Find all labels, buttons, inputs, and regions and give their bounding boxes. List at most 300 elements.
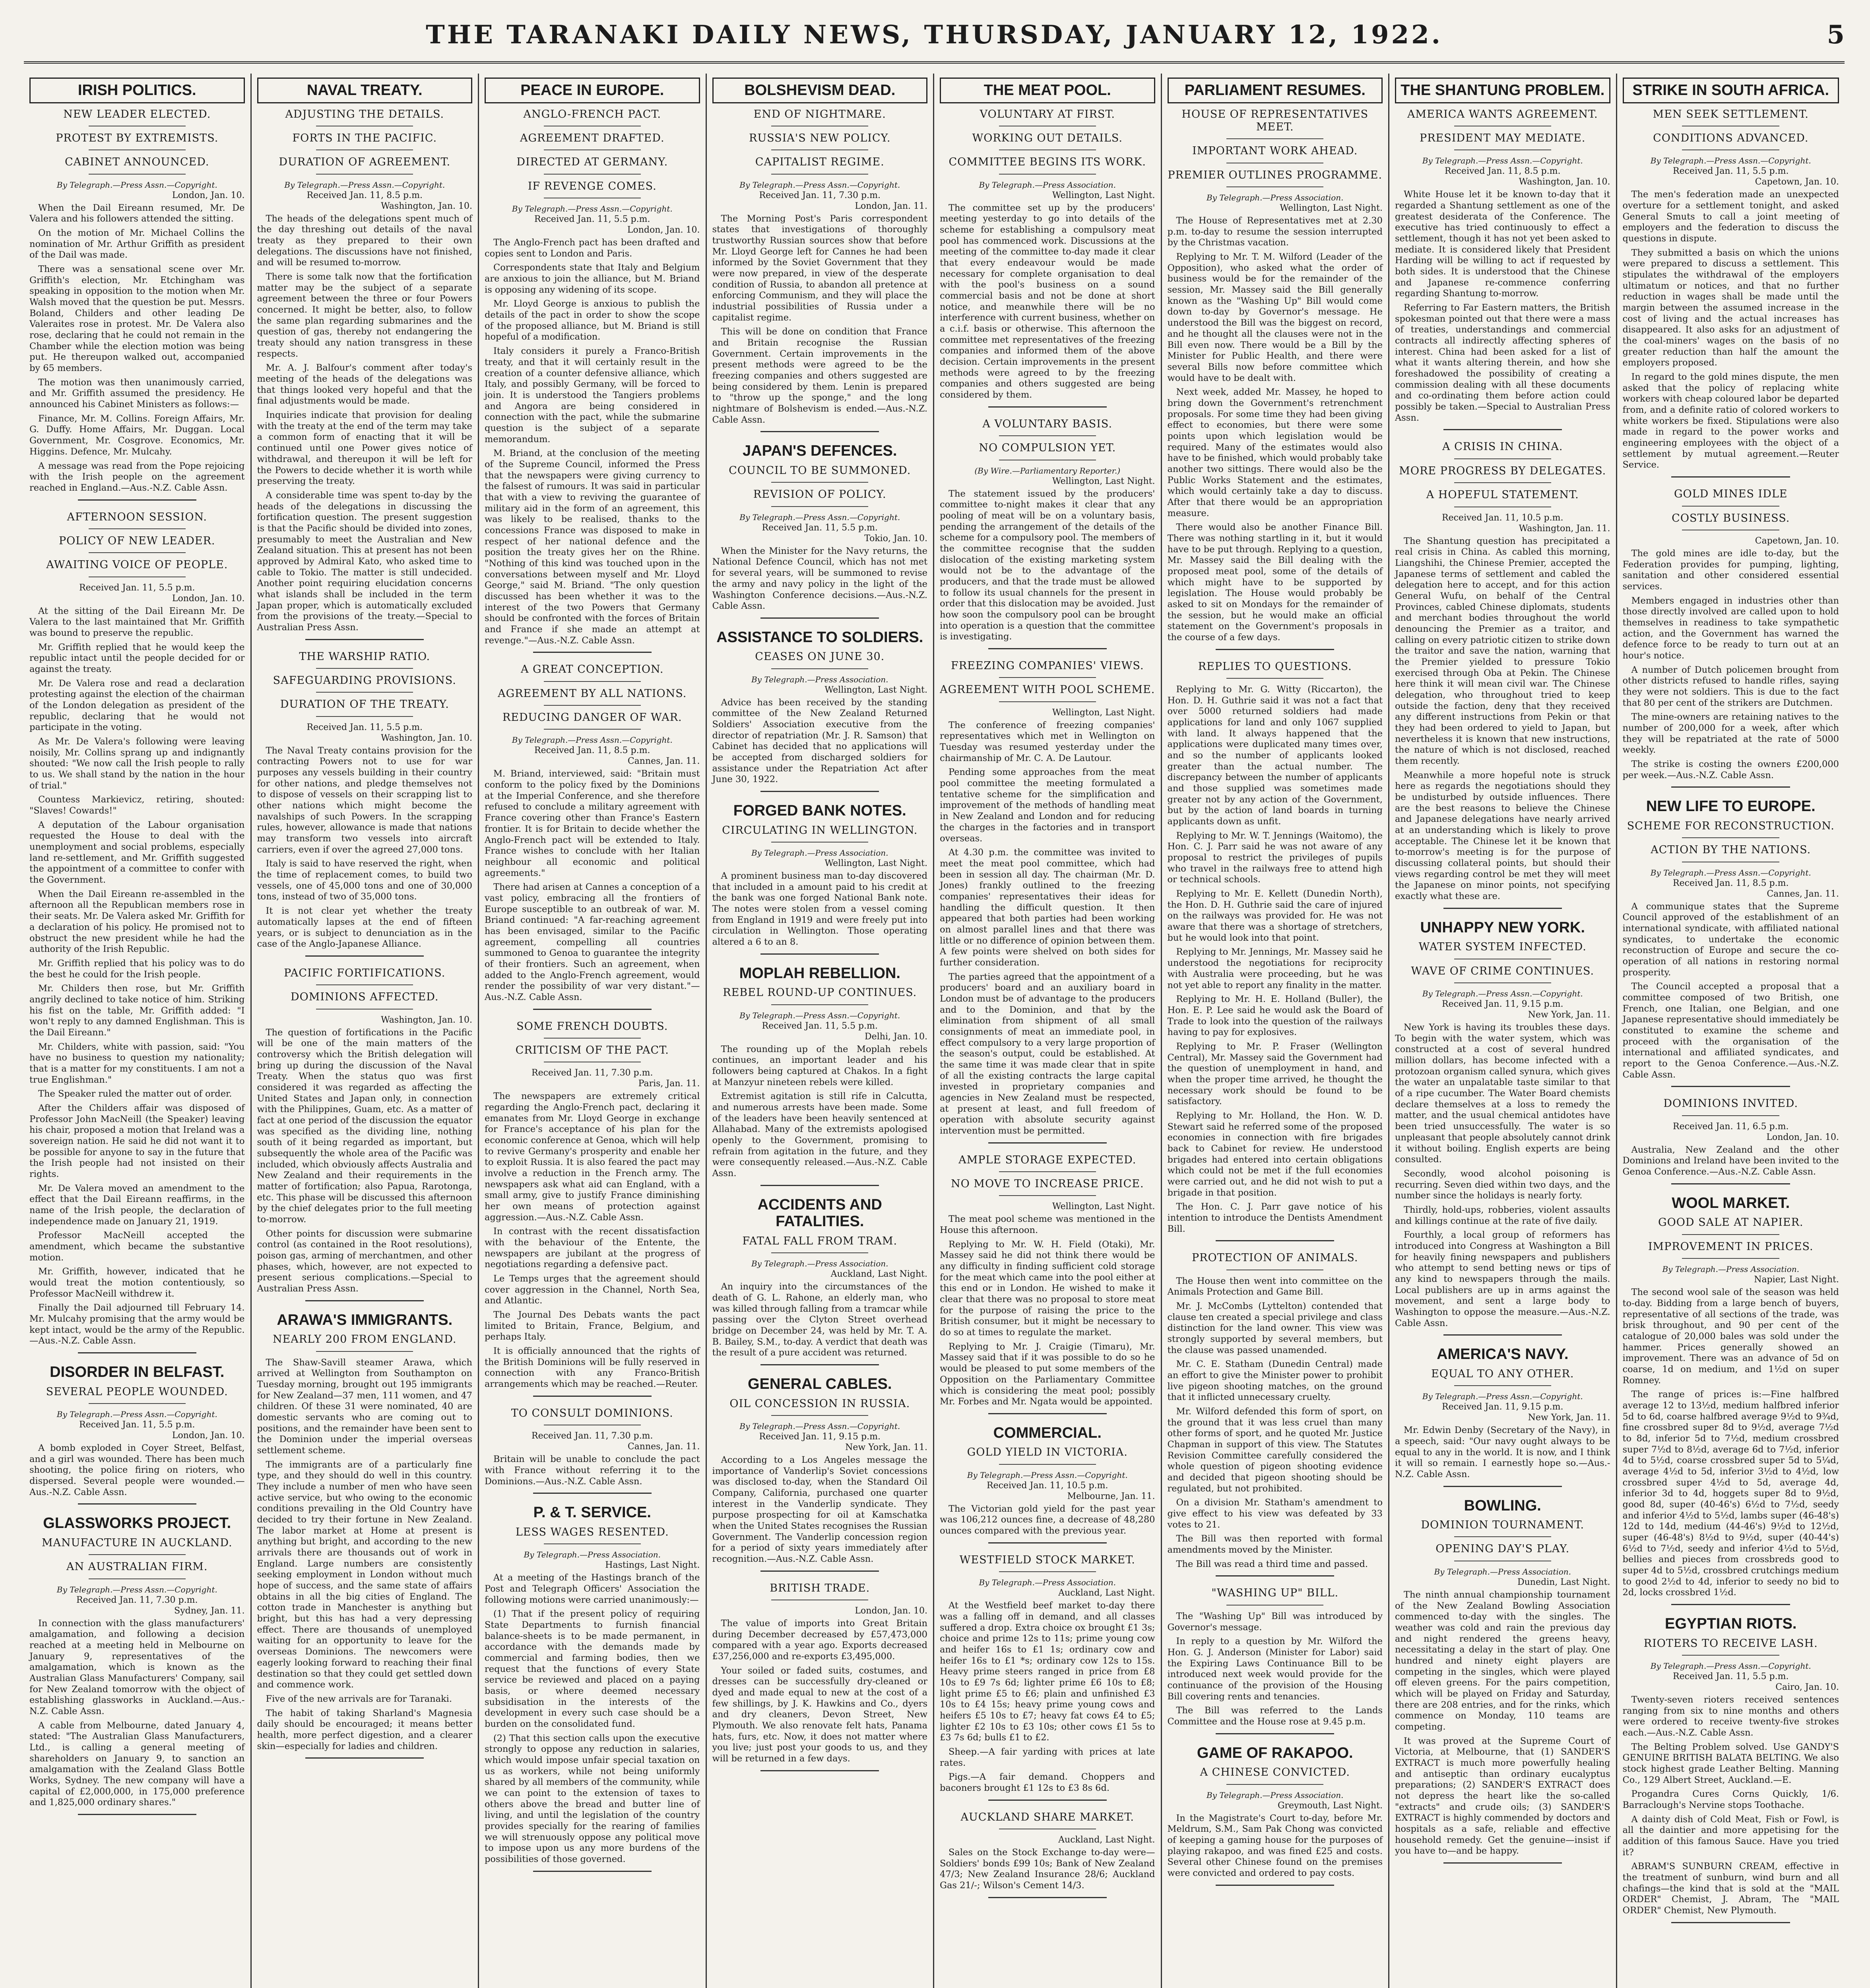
article-end-rule (533, 652, 652, 653)
paragraph: Finally the Dail adjourned till February 14. Mr. Mulcahy promising that the army would be kept intact, would be the army of the Republic.—Aus.-N.Z. Cable Assn. (29, 1303, 245, 1346)
newspaper-columns (24, 74, 1845, 1988)
dateline: Washington, Jan. 11. (1519, 523, 1610, 534)
article-body (712, 697, 928, 785)
article (257, 78, 473, 640)
article-body (29, 1618, 245, 1808)
article-deck: CONDITIONS ADVANCED. (1653, 132, 1809, 144)
press-credit: By Telegraph.—Press Assn.—Copyright. (56, 1584, 217, 1594)
article-deck: END OF NIGHTMARE. (753, 108, 886, 120)
article-deck: WATER SYSTEM INFECTED. (1418, 941, 1587, 953)
paragraph: Pending some approaches from the meat pool committee the meeting formulated a tentative scheme for the simplification and improvement of the methods of handling meat in New Zealand and London and for reducing the charges in the factories and in transport overseas. (940, 767, 1155, 844)
article (485, 78, 700, 653)
article-body (29, 1443, 245, 1498)
article (712, 965, 928, 1186)
article-end-rule (1443, 1334, 1562, 1336)
article-end-rule (305, 955, 424, 957)
article-deck: ADJUSTING THE DETAILS. (285, 108, 444, 120)
paragraph: It was proved at the Supreme Court of Victoria, at Melbourne, that (1) SANDER'S EXTRACT is much more powerfully healing and antiseptic than ordinary eucalyptus preparations; (2) SANDER'S EXTRACT does not depress the heart like the so-called "extracts" and crude oils; (3) SANDER'S EXTRACT is highly commended by doctors and hospitals as a safe, reliable and effective household remedy. Get the genuine—insist if you have to—and be happy. (1395, 1736, 1610, 1856)
article-end-rule (1671, 786, 1790, 788)
paragraph: Replying to Mr. W. H. Field (Otaki), Mr. Massey said he did not think there would be any difficulty in finding sufficient cold storage for the meat which came into the pool either at this end or in London. He wished to make it clear that there was no proposal to store meat for the purpose of raising the price to the British consumer, but it might be necessary to do so at times to regulate the market. (940, 1239, 1155, 1338)
press-credit: (By Wire.—Parliamentary Reporter.) (974, 466, 1121, 476)
deck-rule (999, 435, 1096, 436)
article-body (1395, 189, 1610, 423)
paragraph: A message was read from the Pope rejoicing with the Irish people on the agreement reached in England.—Aus.-N.Z. Cable Assn. (29, 460, 245, 493)
paragraph: The immigrants are of a particularly fine type, and they should do well in this country. They include a number of men who have seen active service, but who owing to the economic conditions prevailing in the Old Country have decided to try their fortune in New Zealand. The labor market at Home at present is anything but bright, and according to the new arrivals there are thousands out of work in England. Large numbers are consistently seeking employment in London without much hope of success, and the same state of affairs obtains in all the big cities of England. The cotton trade in Manchester is anything but bright, but this has had a very depressing effect. There are thousands of unemployed waiting for an opportunity to leave for the overseas Dominions. The newcomers were eagerly looking forward to reaching their final destination so that they could get settled down and commence work. (257, 1459, 472, 1690)
press-credit: By Telegraph.—Press Association. (1206, 1790, 1344, 1800)
article (712, 1582, 928, 1771)
article-body (712, 546, 928, 612)
article-deck: CEASES ON JUNE 30. (755, 650, 885, 663)
article-end-rule (760, 431, 879, 432)
article-body (712, 1455, 928, 1565)
article-deck: SEVERAL PEOPLE WOUNDED. (46, 1385, 228, 1398)
dateline: Cannes, Jan. 11. (627, 1442, 700, 1452)
paragraph: Mr. C. E. Statham (Dunedin Central) made an effort to give the Minister power to prohibit live pigeon shooting matches, on the ground that it inflicted unnecessary cruelty. (1167, 1359, 1383, 1403)
article-body (1168, 1276, 1383, 1570)
article-end-rule (760, 953, 879, 955)
deck-rule (1454, 1385, 1551, 1386)
dateline: London, Jan. 10. (1766, 1132, 1839, 1142)
deck-rule (1682, 506, 1779, 507)
deck-rule (1682, 837, 1779, 838)
column-4 (707, 74, 935, 1988)
article-body (1168, 684, 1383, 1235)
deck-rule (1682, 1115, 1779, 1116)
press-credit: By Telegraph.—Press Assn.—Copyright. (56, 180, 217, 190)
paragraph: Le Temps urges that the agreement should cover aggression in the Channel, North Sea, and Atlantic. (485, 1274, 700, 1306)
article (1168, 1252, 1383, 1576)
article-deck: FREEZING COMPANIES' VIEWS. (951, 660, 1144, 672)
article-deck: CRITICISM OF THE PACT. (515, 1044, 669, 1056)
press-credit: By Telegraph.—Press Association. (1662, 1264, 1800, 1274)
article-headline: BOLSHEVISM DEAD. (712, 78, 928, 103)
article-deck: PREMIER OUTLINES PROGRAMME. (1168, 169, 1383, 181)
received-time: Received Jan. 11, 5.5 p.m. (762, 522, 878, 533)
article-body (940, 1504, 1155, 1537)
dateline: Washington, Jan. 10. (381, 733, 472, 743)
deck-rule (1454, 982, 1551, 983)
press-credit: By Telegraph.—Press Assn.—Copyright. (739, 1421, 900, 1431)
article-deck: MEN SEEK SETTLEMENT. (1653, 108, 1809, 120)
article-deck: PROTEST BY EXTREMISTS. (56, 132, 219, 144)
paragraph: A communique states that the Supreme Council approved of the establishment of an international syndicate, with affiliated national syndicates, to undertake the economic reconstruction of Europe and secure the co-operation of all nations in restoring normal prosperity. (1622, 901, 1839, 978)
dateline: Washington, Jan. 10. (381, 201, 472, 211)
article-end-rule (1443, 908, 1562, 909)
article-deck: THE WARSHIP RATIO. (299, 650, 431, 663)
deck-rule (771, 149, 868, 150)
article-body (712, 1281, 928, 1359)
paragraph: Replying to Mr. J. Craigie (Timaru), Mr. Massey said that if it was possible to do so he would be pleased to put some members of the Opposition on the Parliamentary Committee which is considering the meat pool; possibly Mr. Forbes and Mr. Ngata would be appointed. (940, 1341, 1155, 1407)
article-headline: AMERICA'S NAVY. (1437, 1346, 1569, 1363)
paragraph: M. Briand, at the conclusion of the meeting of the Supreme Council, informed the Press that the newspapers were giving currency to the falsest of rumours. It was said in particular that with a view to reviving the guarantee of military aid in the form of an agreement, this was likely to be realised, thanks to the concessions France was disposed to make in respect of her national defence and the position the treaty gives her on the Rhine. "Nothing of this kind was touched upon in the conversations between myself and Mr. Lloyd George," said M. Briand. "The only question discussed has been whether it was to the interest of the two Powers that Germany should be confronted with the forces of Britain and France if she made an attempt at revenge."—Aus.-N.Z. Cable Assn. (485, 448, 700, 646)
press-credit: By Telegraph.—Press Assn.—Copyright. (739, 512, 900, 522)
article (712, 1376, 928, 1572)
received-time: Received Jan. 11, 5.5 p.m. (79, 1419, 195, 1430)
article-deck: A CHINESE CONVICTED. (1200, 1766, 1350, 1779)
paragraph: The Morning Post's Paris correspondent states that investigations of thoroughly trustworthy Russian sources show that before Mr. Lloyd George left for Cannes he had been informed by the Soviet Government that they were now prepared, in view of the desperate condition of Russia, to abandon all pretence at enforcing Communism, and they will place the industrial possibilities of Russia under a capitalist regime. (712, 213, 927, 323)
deck-rule (316, 174, 413, 175)
dateline: Napier, Last Night. (1754, 1275, 1839, 1285)
paragraph: The statement issued by the producers' committee to-night makes it clear that any pooling of meat will be on a voluntary basis, pending the arrangement of the details of the scheme for a compulsory pool. The members of the committee recognise that the sudden dislocation of the existing marketing system would not be to the advantage of the producers, and that the trade must be allowed to follow its usual channels for the present in order that this dislocation may be avoided. Just how soon the compulsory pool can be brought into operation is a question that the committee is investigating. (940, 488, 1155, 642)
column-8 (1617, 74, 1845, 1988)
article-deck: RUSSIA'S NEW POLICY. (749, 132, 891, 144)
paragraph: M. Briand, interviewed, said: "Britain must conform to the policy fixed by the Dominions at the Imperial Conference, and she therefore refused to conclude a military agreement with France covering other than France's Eastern frontier. It is for Britain to decide whether the Anglo-French pact will be extended to Italy. France wishes to conclude with her Italian neighbour all economic and political agreements." (485, 769, 700, 878)
article-end-rule (78, 1814, 196, 1815)
newspaper-folio: THE TARANAKI DAILY NEWS, THURSDAY, JANUARY 12, 1922. (426, 20, 1443, 50)
deck-rule (771, 1415, 868, 1416)
masthead (24, 16, 1845, 64)
article-body (1623, 189, 1839, 471)
article-headline: IRISH POLITICS. (29, 78, 245, 103)
paragraph: Britain will be unable to conclude the pact with France without referring it to the Dominions.—Aus.-N.Z. Cable Assn. (485, 1454, 700, 1487)
article (712, 1196, 928, 1365)
deck-rule (316, 149, 413, 150)
deck-rule (999, 149, 1096, 150)
deck-rule (999, 701, 1096, 702)
deck-rule (89, 528, 186, 529)
article-headline: THE MEAT POOL. (940, 78, 1155, 103)
paragraph: Italy considers it purely a Franco-British treaty, and that it will certainly result in the creation of a counter defensive alliance, which Italy, and possibly Germany, will be forced to join. It is understood the Tangiers problems and Angora are being considered in connection with the pact, while the submarine question is the subject of a separate memorandum. (485, 346, 700, 445)
paragraph: This will be done on condition that France and Britain recognise the Russian Government. Certain improvements in the present methods were agreed to be the freezing companies and others suggested are being considered by them. Lenin is prepared to "throw up the sponge," and the long nightmare of Bolshevism is ended.—Aus.-N.Z. Cable Assn. (712, 326, 927, 425)
article (712, 629, 928, 792)
article-deck: MORE PROGRESS BY DELEGATES. (1399, 464, 1606, 477)
article-deck: "WASHING UP" BILL. (1211, 1587, 1339, 1600)
paragraph: At the Westfield beef market to-day there was a falling off in demand, and all classes suffered a drop. Extra choice ox brought £1 3s; choice and prime 12s to 11s; prime young cow and heifer 16s to £1 1s; ordinary cow and heifer 16s to £1 *s; ordinary cow 12s to 15s. Heavy prime steers ranged in price from £8 10s to £9 7s 6d; lighter prime £6 10s to £8; light prime £5 to £6; plain and unfinished £3 10s to £4 15s; heavy prime young cows and heifers £5 10s to £7; heavy fat cows £4 to £5; lighter £2 10s to £3 10s; other cows £1 5s to £3 7s 6d; bulls £1 to £2. (940, 1600, 1155, 1743)
article-headline: UNHAPPY NEW YORK. (1420, 919, 1585, 936)
article-deck: PACIFIC FORTIFICATIONS. (284, 967, 446, 979)
deck-rule (999, 1195, 1096, 1196)
deck-rule (771, 506, 868, 507)
article-end-rule (988, 1897, 1107, 1898)
deck-rule (316, 692, 413, 693)
paragraph: Australia, New Zealand and the other Dominions and Ireland have been invited to the Genoa Conference.—Aus.-N.Z. Cable Assn. (1622, 1144, 1839, 1177)
article-body (712, 871, 928, 948)
article-deck: WORKING OUT DETAILS. (972, 132, 1123, 144)
article-deck: AMERICA WANTS AGREEMENT. (1407, 108, 1598, 120)
paragraph: Other points for discussion were submarine control (as contained in the Root resolutions), poison gas, arming of merchantmen, and other phases, which, however, are not expected to present serious complications.—Special to Australian Press Assn. (257, 1228, 472, 1294)
article-headline: ACCIDENTS AND FATALITIES. (757, 1196, 882, 1230)
paragraph: There is some talk now that the fortification matter may be the subject of a separate agreement between the three or four Powers concerned. It might be better, also, to follow the same plan regarding submarines and the question of gas, thereby not endangering the treaty should any nation transgress in these respects. (257, 272, 472, 359)
article-headline: PEACE IN EUROPE. (485, 78, 700, 103)
article-body (940, 489, 1155, 643)
column-2 (252, 74, 479, 1988)
paragraph: Twenty-seven rioters received sentences ranging from six to nine months and others were ordered to receive twenty-five strokes each.—Aus.-N.Z. Cable Assn. (1622, 1694, 1839, 1738)
article (1168, 660, 1383, 1242)
article (712, 443, 928, 618)
paragraph: The Speaker ruled the matter out of order. (38, 1089, 232, 1099)
received-time: Received Jan. 11, 5.5 p.m. (1673, 166, 1789, 177)
paragraph: Advice has been received by the standing committee of the New Zealand Returned Soldiers' Association executive from the director of repatriation (Mr. J. R. Samson) that Cabinet has decided that no applications will be accepted from discharged soldiers for assistance under the Repatriation Act after June 30, 1922. (712, 697, 927, 785)
paragraph: Mr. Wilford defended this form of sport, on the ground that it was less cruel than many other forms of sport, and he quoted Mr. Justice Chapman in support of this view. The Statutes Revision Committee carefully considered the whole question of pigeon shooting evidence and decided that pigeon shooting should be regulated, but not prohibited. (1167, 1406, 1383, 1494)
paragraph: (1) That if the present policy of requiring State Departments to furnish financial balance-sheets is to be made permanent, in accordance with the demands made by commercial and farming bodies, then we request that the functions of every State service be reviewed and placed on a paying basis, or where deemed necessary subsidisation in the interests of the development in every such case should be a burden on the consolidated fund. (485, 1609, 700, 1729)
article-body (1623, 901, 1839, 1081)
article-end-rule (760, 1770, 879, 1771)
article-end-rule (1216, 1885, 1334, 1886)
article-end-rule (988, 1800, 1107, 1801)
dateline: Wellington, Last Night. (1052, 707, 1155, 718)
paragraph: The Shaw-Savill steamer Arawa, which arrived at Wellington from Southampton on Tuesday morning, brought out 195 immigrants for New Zealand—37 men, 111 women, and 47 children. Of these 31 were nominated, 40 are domestic servants who are coming out to positions, and the remainder have been sent to the Dominion under the imperial overseas settlement scheme. (257, 1357, 472, 1456)
article-deck: OIL CONCESSION IN RUSSIA. (729, 1397, 910, 1410)
article (1623, 1195, 1839, 1605)
paragraph: The motion was then unanimously carried, and Mr. Griffith assumed the presidency. He announced his Cabinet Ministers as follows:— (29, 377, 245, 410)
article-body (1395, 536, 1610, 902)
article (940, 1811, 1155, 1898)
article-deck: DIRECTED AT GERMANY. (516, 156, 668, 169)
dateline: Cannes, Jan. 11. (627, 756, 700, 767)
dateline: London, Jan. 10. (855, 1606, 927, 1616)
paragraph: ABRAM'S SUNBURN CREAM, effective in the treatment of sunburn, wind burn and all chafings—the kind that is sold at the "MAIL ORDER" Chemist, J. Abram, The "MAIL ORDER" Chemist, New Plymouth. (1622, 1861, 1839, 1916)
article-deck: NO MOVE TO INCREASE PRICE. (951, 1178, 1144, 1190)
article-headline: P. & T. SERVICE. (533, 1504, 651, 1521)
received-time: Received Jan. 11, 8.5 p.m. (1445, 166, 1561, 177)
paragraph: The Victorian gold yield for the past year was 106,212 ounces fine, a decrease of 48,280 ounces compared with the previous year. (940, 1503, 1155, 1536)
paragraph: Mr. De Valera rose and read a declaration protesting against the election of the chairman of the London delegation as president of the republic, declaring that he would not participate in the voting. (29, 678, 245, 733)
article-body (1395, 1022, 1610, 1329)
article-deck: DOMINIONS AFFECTED. (290, 991, 439, 1004)
article-deck: GOLD YIELD IN VICTORIA. (967, 1446, 1128, 1459)
paragraph: The Naval Treaty contains provision for the contracting Powers not to use for war purposes any vessels building in their country for other nations, and pledge themselves not to dispose of vessels on their scrapping list to other nations which might become the navalships of such Powers. In the scrapping rules, however, allowance is made that nations may transform two vessels into aircraft carriers, even if over the agreed 27,000 tons. (257, 745, 472, 855)
dateline: Auckland, Last Night. (1058, 1588, 1155, 1598)
article-body (1395, 1425, 1610, 1480)
deck-rule (89, 1578, 186, 1579)
article-deck: EQUAL TO ANY OTHER. (1431, 1367, 1574, 1380)
paragraph: Inquiries indicate that provision for dealing with the treaty at the end of the term may take a common form of enacting that it will be continued until one Power gives notice of withdrawal, and thereupon it will be left for the Powers to decide whether it is worth while preserving the treaty. (257, 410, 472, 487)
paragraph: The parties agreed that the appointment of a producers' board and an auxiliary board in London must be of advantage to the producers and to the Dominion, and that by the elimination from shipment of all small consignments of meat an immediate pool, in effect compulsory to a very large proportion of the season's output, could be established. At the same time it was made clear that in spite of all the existing contracts the large capital invested in proprietary companies and agencies in New Zealand must be respected, at present at least, and full freedom of operation with absolute security against intervention must be permitted. (940, 971, 1155, 1136)
deck-rule (999, 1464, 1096, 1465)
press-credit: By Telegraph.—Press Assn.—Copyright. (967, 1470, 1128, 1480)
paragraph: Italy is said to have reserved the right, when the time of replacement comes, to build two vessels, one of 45,000 tons and one of 30,000 tons, instead of two of 35,000 tons. (257, 858, 472, 902)
article-body (712, 1044, 928, 1179)
paragraph: Finance, Mr. M. Collins. Foreign Affairs, Mr. G. Duffy. Home Affairs, Mr. Duggan. Local Government, Mr. Cosgrove. Economics, Mr. Higgins. Defence, Mr. Mulcahy. (29, 413, 245, 457)
deck-rule (771, 174, 868, 175)
paragraph: The Journal Des Debats wants the pact limited to Britain, France, Belgium, and perhaps Italy. (485, 1310, 700, 1342)
received-time: Received Jan. 11, 7.30 p.m. (532, 1431, 653, 1441)
deck-rule (1226, 186, 1323, 187)
dateline: London, Jan. 10. (172, 190, 245, 200)
paragraph: The "Washing Up" Bill was introduced by Governor's message. (1167, 1611, 1383, 1633)
deck-rule (1226, 138, 1323, 139)
paragraph: Fourthly, a local group of reformers has introduced into Congress at Washington a Bill for heavily fining newspapers and publishers who attempt to send betting news or tips of any kind to newspapers through the mails. Local publishers are up in arms against the movement, and sent a large body to Washington to oppose the measure.—Aus.-N.Z. Cable Assn. (1395, 1230, 1610, 1328)
paragraph: Five of the new arrivals are for Taranaki. (266, 1693, 452, 1704)
article (940, 1154, 1155, 1414)
article-deck: FATAL FALL FROM TRAM. (742, 1235, 898, 1247)
article-headline: PARLIAMENT RESUMES. (1168, 78, 1383, 103)
dateline: Auckland, Last Night. (830, 1269, 927, 1279)
paragraph: Replying to Mr. W. T. Jennings (Waitomo), the Hon. C. J. Parr said he was not aware of any proposal to restrict the privileges of pupils who travel in the railways free to attend high or technical schools. (1167, 830, 1383, 885)
article-end-rule (305, 1757, 424, 1759)
deck-rule (1682, 1258, 1779, 1259)
deck-rule (316, 984, 413, 985)
article-body (1168, 215, 1383, 643)
deck-rule (544, 705, 641, 706)
deck-rule (1682, 1234, 1779, 1235)
article-deck: AGREEMENT DRAFTED. (520, 132, 665, 144)
paragraph: Next week, added Mr. Massey, he hoped to bring down the Government's retrenchment proposals. For some time they had been giving effect to economies, but there were some points upon which legislation would be required. Many of the estimates would also have to be finished, which would probably take another two sittings. There would also be the Public Works Statement and the estimates, which would certainly take a day to discuss. After that there would be an appropriation measure. (1167, 387, 1383, 518)
dateline: Capetown, Jan. 10. (1755, 177, 1839, 187)
dateline: London, Jan. 10. (172, 593, 245, 604)
article-headline: GENERAL CABLES. (748, 1375, 892, 1392)
column-3 (479, 74, 707, 1988)
article-deck: OPENING DAY'S PLAY. (1435, 1543, 1570, 1555)
article-deck: LESS WAGES RESENTED. (515, 1526, 669, 1538)
paragraph: In connection with the glass manufacturers' amalgamation, and following a decision reached at a meeting held in Melbourne on January 9, representatives of the amalgamation, which is known as the Australian Glass Manufacturers' Company, sail for New Zealand tomorrow with the object of establishing glassworks in Auckland.—Aus.-N.Z. Cable Assn. (29, 1618, 245, 1717)
paragraph: The committee set up by the producers' meeting yesterday to go into details of the scheme for establishing a compulsory meat pool has commenced work. Discussions at the meeting of the committee to-day made it clear that every endeavour would be made necessary for complete organisation to deal with the pool's business on a sound commercial basis and not be done at short notice, and meanwhile there will be no interference with current business, whether on a c.i.f. basis or otherwise. This afternoon the committee met representatives of the freezing companies and informed them of the above decision. Certain improvements in the present methods were agreed to by the freezing companies and others suggested are being considered by them. (940, 202, 1155, 400)
article (940, 1554, 1155, 1801)
article-headline: THE SHANTUNG PROBLEM. (1395, 78, 1610, 103)
received-time: Received Jan. 11, 7.30 p.m. (532, 1068, 653, 1078)
paragraph: The Council accepted a proposal that a committee composed of two British, one French, one Italian, one Belgian, and one Japanese representative should immediately be constituted to examine the scheme and proceed with the organisation of the international and affiliated syndicates, and report to the Genoa Conference.—Aus.-N.Z. Cable Assn. (1622, 981, 1839, 1080)
article-body (1623, 1287, 1839, 1598)
article (1395, 1497, 1610, 1864)
article-body (485, 1573, 700, 1865)
article-headline: MOPLAH REBELLION. (739, 965, 900, 982)
article-deck: RIOTERS TO RECEIVE LASH. (1643, 1637, 1818, 1650)
deck-rule (1454, 458, 1551, 459)
article (485, 1504, 700, 1872)
received-time: Received Jan. 11, 8.5 p.m. (1673, 878, 1789, 888)
paragraph: It is not clear yet whether the treaty automatically lapses at the end of fifteen years, or is subject to denunciation as in the case of the Anglo-Japanese Alliance. (257, 906, 472, 949)
paragraph: Sales on the Stock Exchange to-day were—Soldiers' bonds £99 10s; Bank of New Zealand 47/3; New Zealand Insurance 28/6; Auckland Gas 21/-; Wilson's Cement 14/3. (940, 1847, 1155, 1891)
article-body (257, 214, 473, 633)
paragraph: A prominent business man to-day discovered that included in a amount paid to his credit at the bank was one forged National Bank note. The notes were stolen from a vessel coming from England in 1919 and were freely put into circulation in Wellington. Those operating altered a 6 to an 8. (712, 871, 927, 947)
article-body (1168, 1813, 1383, 1879)
paragraph: Mr. Griffith, however, indicated that he would treat the motion contentiously, so Professor MacNeill withdrew it. (29, 1266, 245, 1299)
paragraph: The second wool sale of the season was held to-day. Bidding from a large bench of buyers, representative of all sections of the trade, was brisk throughout, and 90 per cent of the catalogue of 20,000 bales was sold under the hammer. Prices generally showed an improvement. There was an advance of 5d on coarse, 1d on medium, and 1½d on super Romney. (1622, 1287, 1839, 1386)
article-deck: NO COMPULSION YET. (979, 442, 1116, 454)
article-deck: NEARLY 200 FROM ENGLAND. (272, 1333, 457, 1346)
article (257, 650, 473, 957)
press-credit: By Telegraph.—Press Association. (524, 1550, 661, 1560)
article-deck: AUCKLAND SHARE MARKET. (960, 1811, 1134, 1823)
article-deck: COMMITTEE BEGINS ITS WORK. (949, 156, 1146, 169)
paragraph: Replying to Mr. E. Kellett (Dunedin North), the Hon. D. H. Guthrie said the care of injured on the railways was provided for. He was not aware that there was a shortage of stretchers, but he would look into that point. (1167, 889, 1383, 943)
article (1623, 1615, 1839, 1923)
article-body (940, 1214, 1155, 1407)
article-end-rule (78, 499, 196, 501)
article-deck: COSTLY BUSINESS. (1672, 512, 1790, 524)
paragraph: The Hon. C. J. Parr gave notice of his intention to introduce the Dentists Amendment Bill. (1167, 1202, 1383, 1234)
article-end-rule (988, 1542, 1107, 1543)
dateline: Washington, Jan. 10. (381, 1015, 472, 1025)
paragraph: Mr. Childers then rose, but Mr. Griffith angrily declined to take notice of him. Striking his fist on the table, Mr. Griffith added: "I won't reply to any damned Englishman. This is the Dail Eireann." (29, 983, 245, 1038)
article-deck: CIRCULATING IN WELLINGTON. (722, 824, 918, 837)
received-time: Received Jan. 11, 5.5 p.m. (79, 582, 195, 593)
article (29, 78, 245, 501)
article-body (1395, 1590, 1610, 1857)
paragraph: The Shantung question has precipitated a real crisis in China. As cabled this morning, Liangshihi, the Chinese Premier, accepted the Japanese terms of settlement and cabled the delegation here to accept, and for this action General Wufu, on behalf of the Central Provinces, cabled Chinese diplomats, students and merchant bodies throughout the world denouncing the Premier as a traitor, and calling on every patriotic citizen to strike down the traitor and save the nation, warning that the Premier yielded to pressure Tokio exercised through Oba at Pekin. The Chinese here think it will mean civil war. The Chinese delegation, who throughout tried to keep outside the faction, deny that they received any different instructions from Pekin or that they had been ordered to yield to Japan, but nevertheless it is known that new instructions, the nature of which is not disclosed, reached them recently. (1395, 536, 1610, 767)
paragraph: As Mr. De Valera's following were leaving noisily, Mr. Collins sprang up and indignantly shouted: "We now call the Irish people to rally to us. We shall stand by the nation in the hour of trial." (29, 736, 245, 791)
article-deck: AWAITING VOICE OF PEOPLE. (46, 559, 228, 571)
paragraph: A dainty dish of Cold Meat, Fish or Fowl, is all the daintier and more appetising for the addition of this famous Sauce. Have you tried it? (1622, 1814, 1839, 1858)
article-body (485, 1454, 700, 1487)
press-credit: By Telegraph.—Press Assn.—Copyright. (739, 1010, 900, 1020)
article (1168, 1745, 1383, 1886)
article-deck: A CRISIS IN CHINA. (1442, 441, 1563, 453)
article-deck: DURATION OF AGREEMENT. (279, 156, 451, 169)
article-deck: IF REVENGE COMES. (528, 180, 657, 192)
dateline: London, Jan. 11. (855, 201, 927, 211)
deck-rule (89, 1403, 186, 1404)
article (485, 663, 700, 1010)
deck-rule (999, 677, 1096, 678)
article (712, 802, 928, 955)
article-end-rule (305, 639, 424, 640)
article-end-rule (1671, 476, 1790, 478)
article-body (1623, 1145, 1839, 1178)
dateline: Wellington, Last Night. (1280, 203, 1383, 214)
paragraph: White House let it be known to-day that it regarded a Shantung settlement as one of the greatest desiderata of the Conference. The executive has tried continuously to effect a settlement, though it has not yet been asked to mediate. It is considered likely that President Harding will be willing to act if requested by both sides. It is understood that the Chinese and Japanese re-commence conferring regarding Shantung to-morrow. (1395, 189, 1610, 299)
paragraph: According to a Los Angeles message the importance of Vanderlip's Soviet concessions was disclosed to-day, when the Standard Oil Company, California, purchased one quarter interest in the Vanderlip syndicate. They purpose prospecting for oil at Kamschatka when the United States recognises the Russian Government. The Vanderlip concession region for a period of sixty years immediately after recognition.—Aus.-N.Z. Cable Assn. (712, 1454, 927, 1564)
article-headline: WOOL MARKET. (1672, 1194, 1790, 1211)
article-body (257, 1027, 473, 1295)
article (940, 1425, 1155, 1543)
press-credit: By Telegraph.—Press Association. (1206, 193, 1344, 203)
deck-rule (1454, 482, 1551, 483)
deck-rule (544, 149, 641, 150)
paragraph: Mr. A. J. Balfour's comment after today's meeting of the heads of the delegations was that things looked very hopeful and that the final adjustments would be made. (257, 363, 472, 406)
press-credit: By Telegraph.—Press Association. (751, 1259, 888, 1269)
article-deck: SAFEGUARDING PROVISIONS. (273, 674, 456, 687)
article (940, 418, 1155, 649)
paragraph: The habit of taking Sharland's Magnesia daily should be encouraged; it means better health, more perfect digestion, and a clearer skin—especially for ladies and children. (257, 1708, 472, 1751)
received-time: Received Jan. 11, 10.5 p.m. (1442, 513, 1564, 523)
article (1395, 441, 1610, 909)
press-credit: By Telegraph.—Press Association. (1434, 1567, 1571, 1576)
deck-rule (1454, 1536, 1551, 1537)
deck-rule (1454, 149, 1551, 150)
article (1395, 919, 1610, 1336)
dateline: Cairo, Jan. 10. (1775, 1682, 1839, 1692)
paragraph: A bomb exploded in Coyer Street, Belfast, and a girl was wounded. There has been much shooting, the police firing on rioters, who dispersed. Several people were wounded.—Aus.-N.Z. Cable Assn. (29, 1442, 245, 1497)
paragraph: Mr. Childers, white with passion, said: "You have no business to question my nationality; that is a matter for my constituents. I am not a true Englishman." (29, 1041, 245, 1085)
article-end-rule (1216, 649, 1334, 650)
paragraph: The conference of freezing companies' representatives which met in Wellington on Tuesday was resumed yesterday under the chairmanship of Mr. C. A. De Lautour. (940, 720, 1155, 763)
article-deck: WESTFIELD STOCK MARKET. (959, 1553, 1135, 1566)
article (29, 511, 245, 1354)
press-credit: By Telegraph.—Press Assn.—Copyright. (1422, 989, 1583, 999)
article-deck: AGREEMENT BY ALL NATIONS. (498, 687, 687, 700)
article-deck: NEW LEADER ELECTED. (63, 108, 211, 120)
article-deck: AGREEMENT WITH POOL SCHEME. (940, 683, 1155, 696)
paragraph: The range of prices is:—Fine halfbred average 12 to 13½d, medium halfbred inferior 5d to 6d, coarse halfbred average 9½d to 9¾d, fine crossbred super 8d to 9½d, average 7½d to 8d, inferior 5d to 7½d, medium crossbred super 7½d to 8½d, average 6d to 7½d, inferior 4d to 5½d, coarse crossbred super 5d to 5¼d, average 4½d to 5d, inferior 3½d to 4½d, low crossbred super 4½d to 5d, average 4d, inferior 3d to 4d, hoggets super 8d to 9½d, good 8d, super (40-46's) 6½d to 7½d, seedy and inferior 4½d to 5½d, lambs super (46-48's) 12d to 14d, medium (44-46's) 9½d to 12½d, super (46-48's) 8½d to 9½d, super (40-44's) 6½d to 7½d, seedy and inferior 4½d to 5½d, bellies and pieces from crossbreds good to super 4d to 5½d, crossbred crutchings medium to good 2½d to 4d, inferior to seedy no bid to 2d, locks crossbred 1½d. (1622, 1389, 1839, 1598)
dateline: Melbourne, Jan. 11. (1067, 1491, 1155, 1501)
paragraph: At the sitting of the Dail Eireann Mr. De Valera to the last maintained that Mr. Griffith was bound to preserve the republic. (29, 606, 245, 639)
paragraph: The House then went into committee on the Animals Protection and Game Bill. (1167, 1276, 1383, 1297)
article-body (485, 1091, 700, 1390)
article-end-rule (1443, 429, 1562, 430)
article-body (940, 203, 1155, 401)
deck-rule (999, 1171, 1096, 1172)
article-headline: NAVAL TREATY. (257, 78, 473, 103)
received-time: Received Jan. 11, 7.30 p.m. (759, 190, 881, 200)
article-end-rule (533, 1396, 652, 1397)
deck-rule (544, 729, 641, 730)
paragraph: The Anglo-French pact has been drafted and copies sent to London and Paris. (485, 237, 700, 259)
dateline: Dunedin, Last Night. (1517, 1577, 1610, 1587)
paragraph: An inquiry into the circumstances of the death of G. L. Rahone, an elderly man, who was killed through falling from a tramcar while passing over the Clyton Street overhead bridge on December 24, was held by Mr. T. A. B. Bailey, S.M., to-day. A verdict that death was the result of a pure accident was returned. (712, 1281, 927, 1358)
dateline: Wellington, Last Night. (824, 858, 927, 869)
paragraph: Sheep.—A fair yarding with prices at late rates. (940, 1746, 1155, 1768)
dateline: New York, Jan. 11. (845, 1442, 927, 1452)
article-end-rule (1216, 1240, 1334, 1241)
article (1168, 1587, 1383, 1734)
paragraph: Mr. J. McCombs (Lyttelton) contended that clause ten created a special privilege and class distinction for the land owner. This view was strongly supported by several members, but the clause was passed unamended. (1167, 1301, 1383, 1355)
paragraph: There would also be another Finance Bill. There was nothing startling in it, but it would have to be put through. Replying to a question, Mr. Massey said the Bill dealing with the proposed meat pool, some of the details of which might have to be supported by legislation. The House would probably be asked to sit on Mondays for the remainder of the session, but he would make an official statement on the Government's proposals in the course of a few days. (1167, 522, 1383, 643)
article-deck: SOME FRENCH DOUBTS. (516, 1020, 668, 1033)
received-time: Received Jan. 11, 6.5 p.m. (1673, 1121, 1789, 1132)
paragraph: On the motion of Mr. Michael Collins the nomination of Mr. Arthur Griffith as president of the Dail was made. (29, 228, 245, 260)
paragraph: Mr. Griffith replied that he would keep the republic intact until the people decided for or against the treaty. (29, 642, 245, 675)
